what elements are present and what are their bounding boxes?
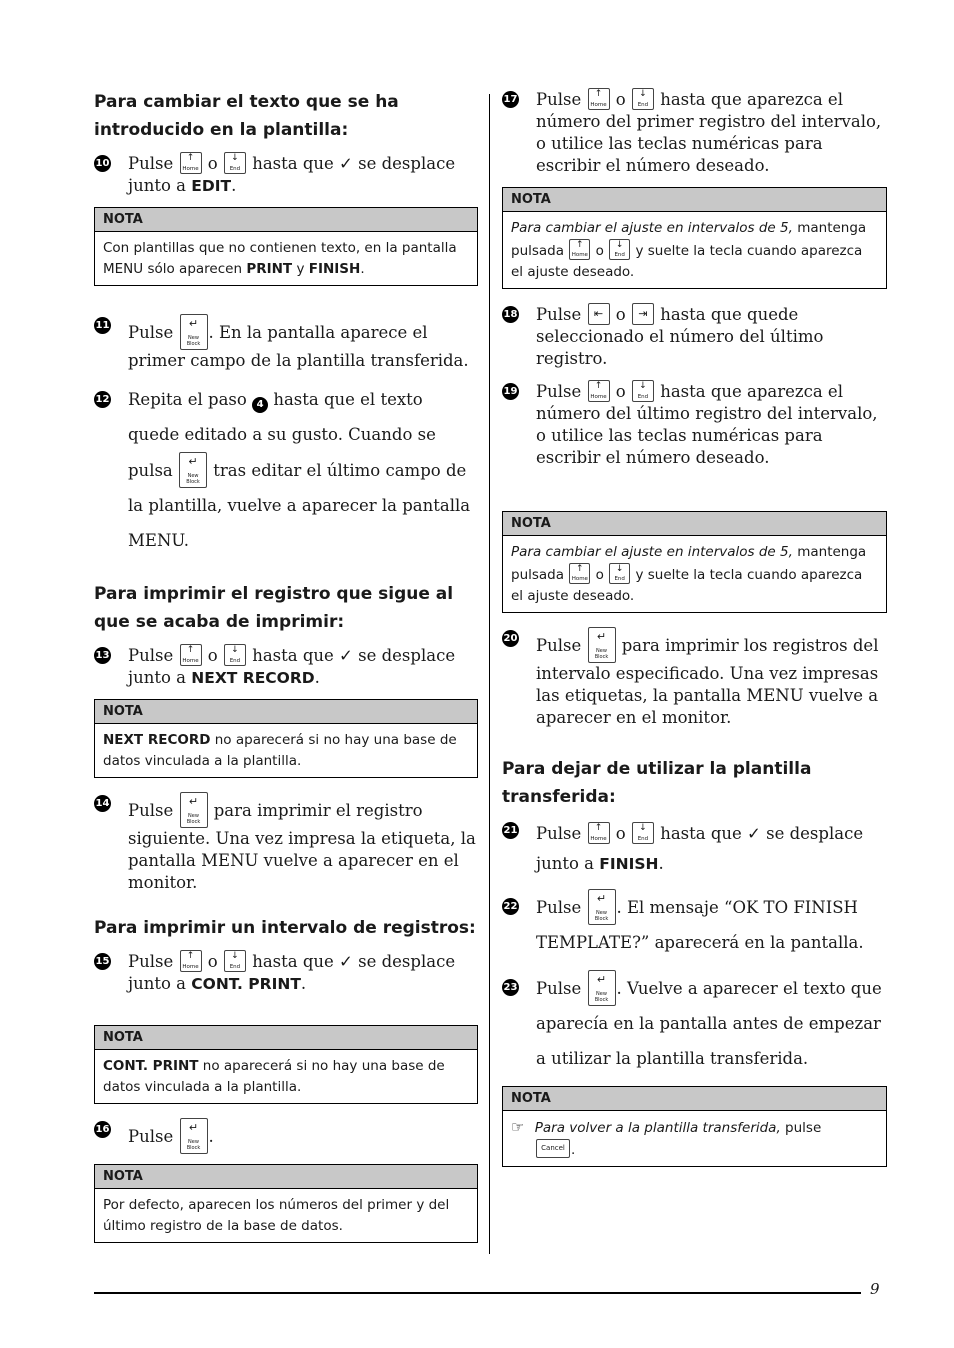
note-body xyxy=(95,724,477,777)
end-key-icon xyxy=(632,822,654,844)
menu-item-name: FINISH xyxy=(599,855,659,873)
note-text: no aparecerá si no hay una base de datos vinculada a la plantilla. xyxy=(103,732,457,769)
return-arrow-icon: ↵ xyxy=(188,455,198,468)
checkmark-icon: ✓ xyxy=(339,154,353,173)
step-text: . Vuelve a aparecer el texto que aparecía en la pantalla antes de empezar a utilizar la plantilla transferida. xyxy=(536,979,882,1068)
step-text: Pulse xyxy=(128,154,174,173)
step-text: . El mensaje “OK TO FINISH TEMPLATE?” aparecerá en la pantalla. xyxy=(536,898,864,952)
key-label: Cancel xyxy=(541,1144,565,1152)
end-key-icon xyxy=(632,88,654,110)
step-text: se desplace junto a xyxy=(128,154,456,195)
key-label: New Block xyxy=(594,991,609,1003)
step-number: 22 xyxy=(502,898,519,915)
step-text: . En la pantalla aparece el primer campo de la plantilla transferida. xyxy=(128,323,469,370)
step-text: hasta que el texto quede editado a su gusto. Cuando se pulsa xyxy=(128,390,436,480)
key-label: End xyxy=(229,964,241,970)
note-text: Para volver a la plantilla transferida, xyxy=(534,1120,781,1136)
step-text: Pulse xyxy=(128,646,174,665)
step-number: 19 xyxy=(502,383,519,400)
menu-item-name: NEXT RECORD xyxy=(191,669,315,687)
end-key-icon xyxy=(224,152,246,174)
new-block-key-icon xyxy=(588,889,616,925)
note-text: o xyxy=(595,567,604,583)
step-number: 13 xyxy=(94,647,111,664)
home-key-icon xyxy=(180,152,202,174)
menu-item-name: FINISH xyxy=(308,261,361,277)
key-label: New Block xyxy=(186,813,201,825)
key-label: End xyxy=(614,576,625,582)
note-heading: NOTA xyxy=(503,188,886,212)
section-heading: Para imprimir el registro que sigue al que se acaba de imprimir: xyxy=(94,584,454,632)
down-arrow-icon: ↓ xyxy=(231,951,239,961)
step-text: hasta que xyxy=(252,646,334,665)
return-arrow-icon: ↵ xyxy=(596,973,607,986)
step-text: . xyxy=(300,974,307,993)
note-text: pulse xyxy=(785,1120,822,1136)
step-19 xyxy=(502,380,887,469)
step-text: se desplace junto a xyxy=(128,952,456,993)
note-heading: NOTA xyxy=(503,1087,886,1111)
step-text: hasta que xyxy=(660,824,742,843)
end-key-icon xyxy=(609,563,630,584)
up-arrow-icon: ↑ xyxy=(186,153,195,163)
step-text: para imprimir el registro siguiente. Una vez impresa la etiqueta, la pantalla MENU vuelve a aparecer en el monitor. xyxy=(128,801,476,892)
step-text: hasta que xyxy=(252,952,334,971)
up-arrow-icon: ↑ xyxy=(594,823,603,833)
checkmark-icon: ✓ xyxy=(339,646,353,665)
pointing-hand-icon: ☞ xyxy=(511,1118,525,1136)
down-arrow-icon: ↓ xyxy=(231,153,239,163)
new-block-key-icon xyxy=(180,314,208,350)
up-arrow-icon: ↑ xyxy=(594,89,603,99)
step-15 xyxy=(94,950,478,995)
note-box xyxy=(94,1025,478,1104)
note-heading: NOTA xyxy=(95,700,477,724)
step-text: hasta que aparezca el número del último registro del intervalo, o utilice las teclas numéricas para escribir el número deseado. xyxy=(536,382,878,467)
key-label: New Block xyxy=(594,910,609,922)
note-heading: NOTA xyxy=(95,208,477,232)
step-text: o xyxy=(615,824,626,843)
step-text: . xyxy=(231,176,237,195)
note-text: Para cambiar el ajuste en intervalos de 5, xyxy=(511,220,793,236)
home-key-icon xyxy=(569,239,590,260)
step-23 xyxy=(502,970,887,1076)
note-text: Por defecto, aparecen los números del primer y del último registro de la base de datos. xyxy=(103,1197,450,1234)
down-arrow-icon: ↓ xyxy=(231,645,239,655)
step-text: se desplace junto a xyxy=(128,646,456,687)
note-text: mantenga pulsada xyxy=(511,544,867,583)
note-text: no aparecerá si no hay una base de datos vinculada a la plantilla. xyxy=(103,1058,445,1095)
checkmark-icon: ✓ xyxy=(747,824,761,843)
return-arrow-icon: ↵ xyxy=(188,317,199,330)
note-text: mantenga pulsada xyxy=(511,220,867,259)
step-text: . xyxy=(314,668,320,687)
note-box xyxy=(94,207,478,286)
step-text: Pulse xyxy=(536,636,582,655)
down-arrow-icon: ↓ xyxy=(615,240,624,250)
step-reference: 4 xyxy=(252,397,268,413)
step-20 xyxy=(502,627,887,729)
end-key-icon xyxy=(224,950,246,972)
note-heading: NOTA xyxy=(95,1165,477,1189)
key-label: Home xyxy=(182,964,199,970)
up-arrow-icon: ↑ xyxy=(594,381,603,391)
step-text: o xyxy=(207,952,218,971)
up-arrow-icon: ↑ xyxy=(186,951,195,961)
note-box xyxy=(94,1164,478,1243)
note-box xyxy=(502,187,887,289)
step-11 xyxy=(94,314,478,372)
step-16 xyxy=(94,1118,478,1154)
new-block-key-icon xyxy=(180,1118,208,1154)
key-label: New Block xyxy=(186,1139,201,1151)
step-text: . xyxy=(658,854,664,873)
step-text: tras editar el último campo de la plantilla, vuelve a aparecer la pantalla MENU. xyxy=(128,461,471,550)
down-arrow-icon: ↓ xyxy=(639,89,647,99)
step-number: 18 xyxy=(502,306,519,323)
new-block-key-icon xyxy=(179,452,207,488)
step-22 xyxy=(502,889,887,960)
note-text: y suelte la tecla cuando aparezca el ajuste deseado. xyxy=(511,567,863,604)
home-key-icon xyxy=(180,644,202,666)
note-box xyxy=(502,1086,887,1167)
note-text: . xyxy=(571,1142,576,1158)
step-text: Pulse xyxy=(128,952,174,971)
step-text: o xyxy=(615,382,626,401)
end-key-icon xyxy=(224,644,246,666)
return-arrow-icon: ↵ xyxy=(188,795,199,808)
step-number: 16 xyxy=(94,1121,111,1138)
home-key-icon xyxy=(588,88,610,110)
key-label: New Block xyxy=(594,648,609,660)
menu-item-name: CONT. PRINT xyxy=(191,975,301,993)
key-label: End xyxy=(637,102,649,108)
key-label: Home xyxy=(182,166,199,172)
step-12 xyxy=(94,382,478,558)
key-label: Home xyxy=(571,252,588,258)
return-arrow-icon: ↵ xyxy=(596,630,607,643)
key-label: Home xyxy=(571,576,588,582)
step-text: Pulse xyxy=(536,90,582,109)
step-text: Pulse xyxy=(128,801,174,820)
step-number: 17 xyxy=(502,91,519,108)
up-arrow-icon: ↑ xyxy=(576,240,584,250)
return-arrow-icon: ↵ xyxy=(188,1121,199,1134)
step-text: Pulse xyxy=(128,323,174,342)
home-key-icon xyxy=(588,380,610,402)
home-key-icon xyxy=(569,563,590,584)
end-key-icon xyxy=(632,380,654,402)
key-label: End xyxy=(637,836,649,842)
step-text: Pulse xyxy=(536,305,582,324)
step-text: hasta que quede seleccionado el número del último registro. xyxy=(536,305,824,368)
note-text: . xyxy=(360,261,365,277)
tab-left-key-icon xyxy=(588,303,610,325)
step-text: . xyxy=(208,1127,214,1146)
down-arrow-icon: ↓ xyxy=(639,381,647,391)
note-body xyxy=(95,1189,477,1242)
section-heading: Para cambiar el texto que se ha introducido en la plantilla: xyxy=(94,92,399,140)
up-arrow-icon: ↑ xyxy=(186,645,195,655)
key-label: End xyxy=(229,166,241,172)
step-number: 10 xyxy=(94,155,111,172)
new-block-key-icon xyxy=(588,627,616,663)
step-text: o xyxy=(207,646,218,665)
step-number: 21 xyxy=(502,822,519,839)
step-number: 23 xyxy=(502,979,519,996)
menu-item-name: EDIT xyxy=(191,177,232,195)
note-heading: NOTA xyxy=(503,512,886,536)
step-text: o xyxy=(207,154,218,173)
key-label: New Block xyxy=(186,473,200,485)
note-body xyxy=(503,1111,886,1166)
note-body xyxy=(503,536,886,612)
home-key-icon xyxy=(180,950,202,972)
key-label: Home xyxy=(182,658,199,664)
step-text: o xyxy=(615,305,626,324)
page-number: 9 xyxy=(870,1280,880,1298)
note-body xyxy=(95,1050,477,1103)
tab-left-arrow-icon: ⇤ xyxy=(593,307,604,320)
cancel-key-icon xyxy=(536,1139,570,1158)
down-arrow-icon: ↓ xyxy=(639,823,647,833)
step-text: Pulse xyxy=(536,824,582,843)
footer-rule xyxy=(94,1292,861,1294)
note-text: Para cambiar el ajuste en intervalos de 5, xyxy=(511,544,793,560)
step-number: 12 xyxy=(94,391,111,408)
key-label: New Block xyxy=(186,335,201,347)
note-box xyxy=(94,699,478,778)
menu-item-name: CONT. PRINT xyxy=(103,1058,199,1074)
step-21 xyxy=(502,819,887,879)
note-body xyxy=(95,232,477,285)
note-body xyxy=(503,212,886,288)
section-heading: Para imprimir un intervalo de registros: xyxy=(94,918,476,938)
key-label: End xyxy=(637,394,649,400)
end-key-icon xyxy=(609,239,630,260)
key-label: Home xyxy=(590,102,607,108)
column-divider xyxy=(489,94,490,1254)
step-text: Repita el paso xyxy=(128,390,247,409)
step-text: Pulse xyxy=(536,898,582,917)
step-text: hasta que aparezca el número del primer registro del intervalo, o utilice las teclas numéricas para escribir el número deseado. xyxy=(536,90,882,175)
step-13 xyxy=(94,644,478,689)
step-number: 14 xyxy=(94,795,111,812)
checkmark-icon: ✓ xyxy=(339,952,353,971)
step-text: para imprimir los registros del intervalo especificado. Una vez impresas las etiquetas, la pantalla MENU vuelve a aparecer en el monitor. xyxy=(536,636,879,727)
step-text: Pulse xyxy=(536,382,582,401)
note-heading: NOTA xyxy=(95,1026,477,1050)
step-10 xyxy=(94,152,478,197)
step-17 xyxy=(502,88,887,177)
home-key-icon xyxy=(588,822,610,844)
step-text: se desplace junto a xyxy=(536,824,864,873)
step-text: hasta que xyxy=(252,154,334,173)
note-text: y xyxy=(296,261,305,277)
step-number: 20 xyxy=(502,630,519,647)
return-arrow-icon: ↵ xyxy=(596,892,607,905)
step-text: Pulse xyxy=(128,1127,174,1146)
step-text: Pulse xyxy=(536,979,582,998)
key-label: End xyxy=(614,252,625,258)
key-label: Home xyxy=(590,836,607,842)
section-heading: Para dejar de utilizar la plantilla transferida: xyxy=(502,759,812,807)
step-number: 15 xyxy=(94,953,111,970)
down-arrow-icon: ↓ xyxy=(615,564,624,574)
note-text: y suelte la tecla cuando aparezca el ajuste deseado. xyxy=(511,243,863,280)
up-arrow-icon: ↑ xyxy=(576,564,584,574)
right-column xyxy=(502,88,887,1181)
note-text: o xyxy=(595,243,604,259)
menu-item-name: NEXT RECORD xyxy=(103,732,211,748)
note-text: Con plantillas que no contienen texto, en la pantalla MENU sólo aparecen xyxy=(103,240,457,277)
menu-item-name: PRINT xyxy=(246,261,293,277)
note-box xyxy=(502,511,887,613)
new-block-key-icon xyxy=(180,792,208,828)
left-column xyxy=(94,88,478,1257)
new-block-key-icon xyxy=(588,970,616,1006)
key-label: End xyxy=(229,658,241,664)
tab-right-key-icon xyxy=(632,303,654,325)
tab-right-arrow-icon: ⇥ xyxy=(638,307,648,320)
step-18 xyxy=(502,303,887,370)
step-14 xyxy=(94,792,478,894)
step-number: 11 xyxy=(94,317,111,334)
step-text: o xyxy=(615,90,626,109)
key-label: Home xyxy=(590,394,607,400)
